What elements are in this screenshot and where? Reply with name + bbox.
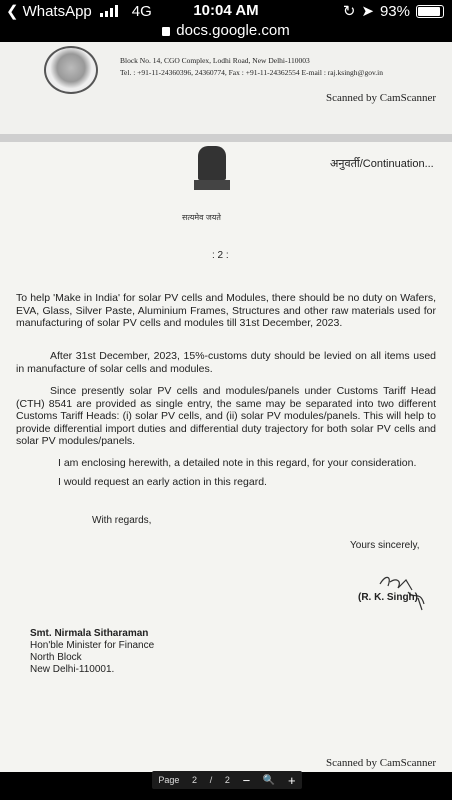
regards-text: With regards,: [92, 515, 152, 526]
letterhead-address: Block No. 14, CGO Complex, Lodhi Road, New Delhi-110003: [120, 56, 310, 65]
clock: 10:04 AM: [193, 2, 259, 19]
current-page[interactable]: 2: [192, 775, 198, 785]
continuation-label: अनुवर्ती/Continuation...: [330, 158, 434, 170]
url-bar[interactable]: [0, 22, 452, 42]
scanner-watermark-2: Scanned by CamScanner: [326, 757, 436, 769]
zoom-icon[interactable]: 🔍: [262, 774, 276, 786]
total-pages: 2: [224, 775, 230, 785]
addressee-title: Hon'ble Minister for Finance: [30, 640, 155, 651]
page-separator: [0, 134, 452, 142]
bottom-edge: [0, 790, 452, 800]
paragraph-request: I would request an early action in this regard.: [58, 476, 267, 488]
lock-icon: [162, 27, 170, 36]
battery-icon: [416, 5, 444, 18]
location-icon: ➤: [361, 3, 374, 20]
paragraph-tariff-head: Since presently solar PV cells and modules/panels under Customs Tariff Head (CTH) 8541 are provided as single entry, the same may be separated into two different Customs Tariff Heads: (i) solar PV cells, and (ii) solar PV modules/panels. This will help to provide differential import duties and differential duty trajectory for both solar PV cells and solar PV modules/panels.: [16, 385, 436, 447]
addressee-city: New Delhi-110001.: [30, 664, 115, 675]
letterhead-portrait-logo: [44, 46, 98, 94]
closing-text: Yours sincerely,: [350, 540, 420, 551]
back-app-label[interactable]: WhatsApp: [22, 2, 92, 20]
status-bar: [0, 0, 452, 22]
battery-percent: 93%: [379, 2, 410, 20]
page-separator-slash: /: [209, 775, 213, 785]
emblem-motto: सत्यमेव जयते: [182, 213, 221, 222]
signer-name: (R. K. Singh): [358, 592, 418, 603]
national-emblem-icon: [190, 146, 234, 202]
paragraph-make-in-india: To help 'Make in India' for solar PV cells and Modules, there should be no duty on Wafers, EVA, Glass, Silver Paste, Aluminium Frames, Structures and other raw materials used for manufacturing of solar PV cells and modules till 31st December, 2023.: [16, 292, 436, 329]
zoom-out-button[interactable]: −: [242, 772, 251, 788]
orientation-lock-icon: ↻: [342, 3, 356, 20]
document-page-1: [0, 42, 452, 134]
paragraph-customs-duty: After 31st December, 2023, 15%-customs duty should be levied on all items used in manufacture of solar cells and modules.: [16, 350, 436, 375]
page-navigation-bar: [152, 771, 302, 789]
addressee-block: North Block: [30, 652, 82, 663]
paragraph-enclosure: I am enclosing herewith, a detailed note in this regard, for your consideration.: [58, 457, 417, 469]
url-text: docs.google.com: [176, 22, 290, 39]
scanner-watermark: Scanned by CamScanner: [326, 92, 436, 104]
back-chevron-icon[interactable]: ❮: [6, 3, 19, 20]
document-page-2: [0, 142, 452, 772]
letterhead-contact: Tel. : +91-11-24360396, 24360774, Fax : +91-11-24362554 E-mail : raj.ksingh@gov.in: [120, 68, 383, 77]
handwritten-signature: [378, 570, 428, 612]
page-label: Page: [158, 775, 180, 785]
network-label: 4G: [131, 2, 152, 20]
page-number: : 2 :: [212, 250, 229, 261]
zoom-in-button[interactable]: +: [287, 772, 296, 788]
addressee-name: Smt. Nirmala Sitharaman: [30, 628, 149, 639]
